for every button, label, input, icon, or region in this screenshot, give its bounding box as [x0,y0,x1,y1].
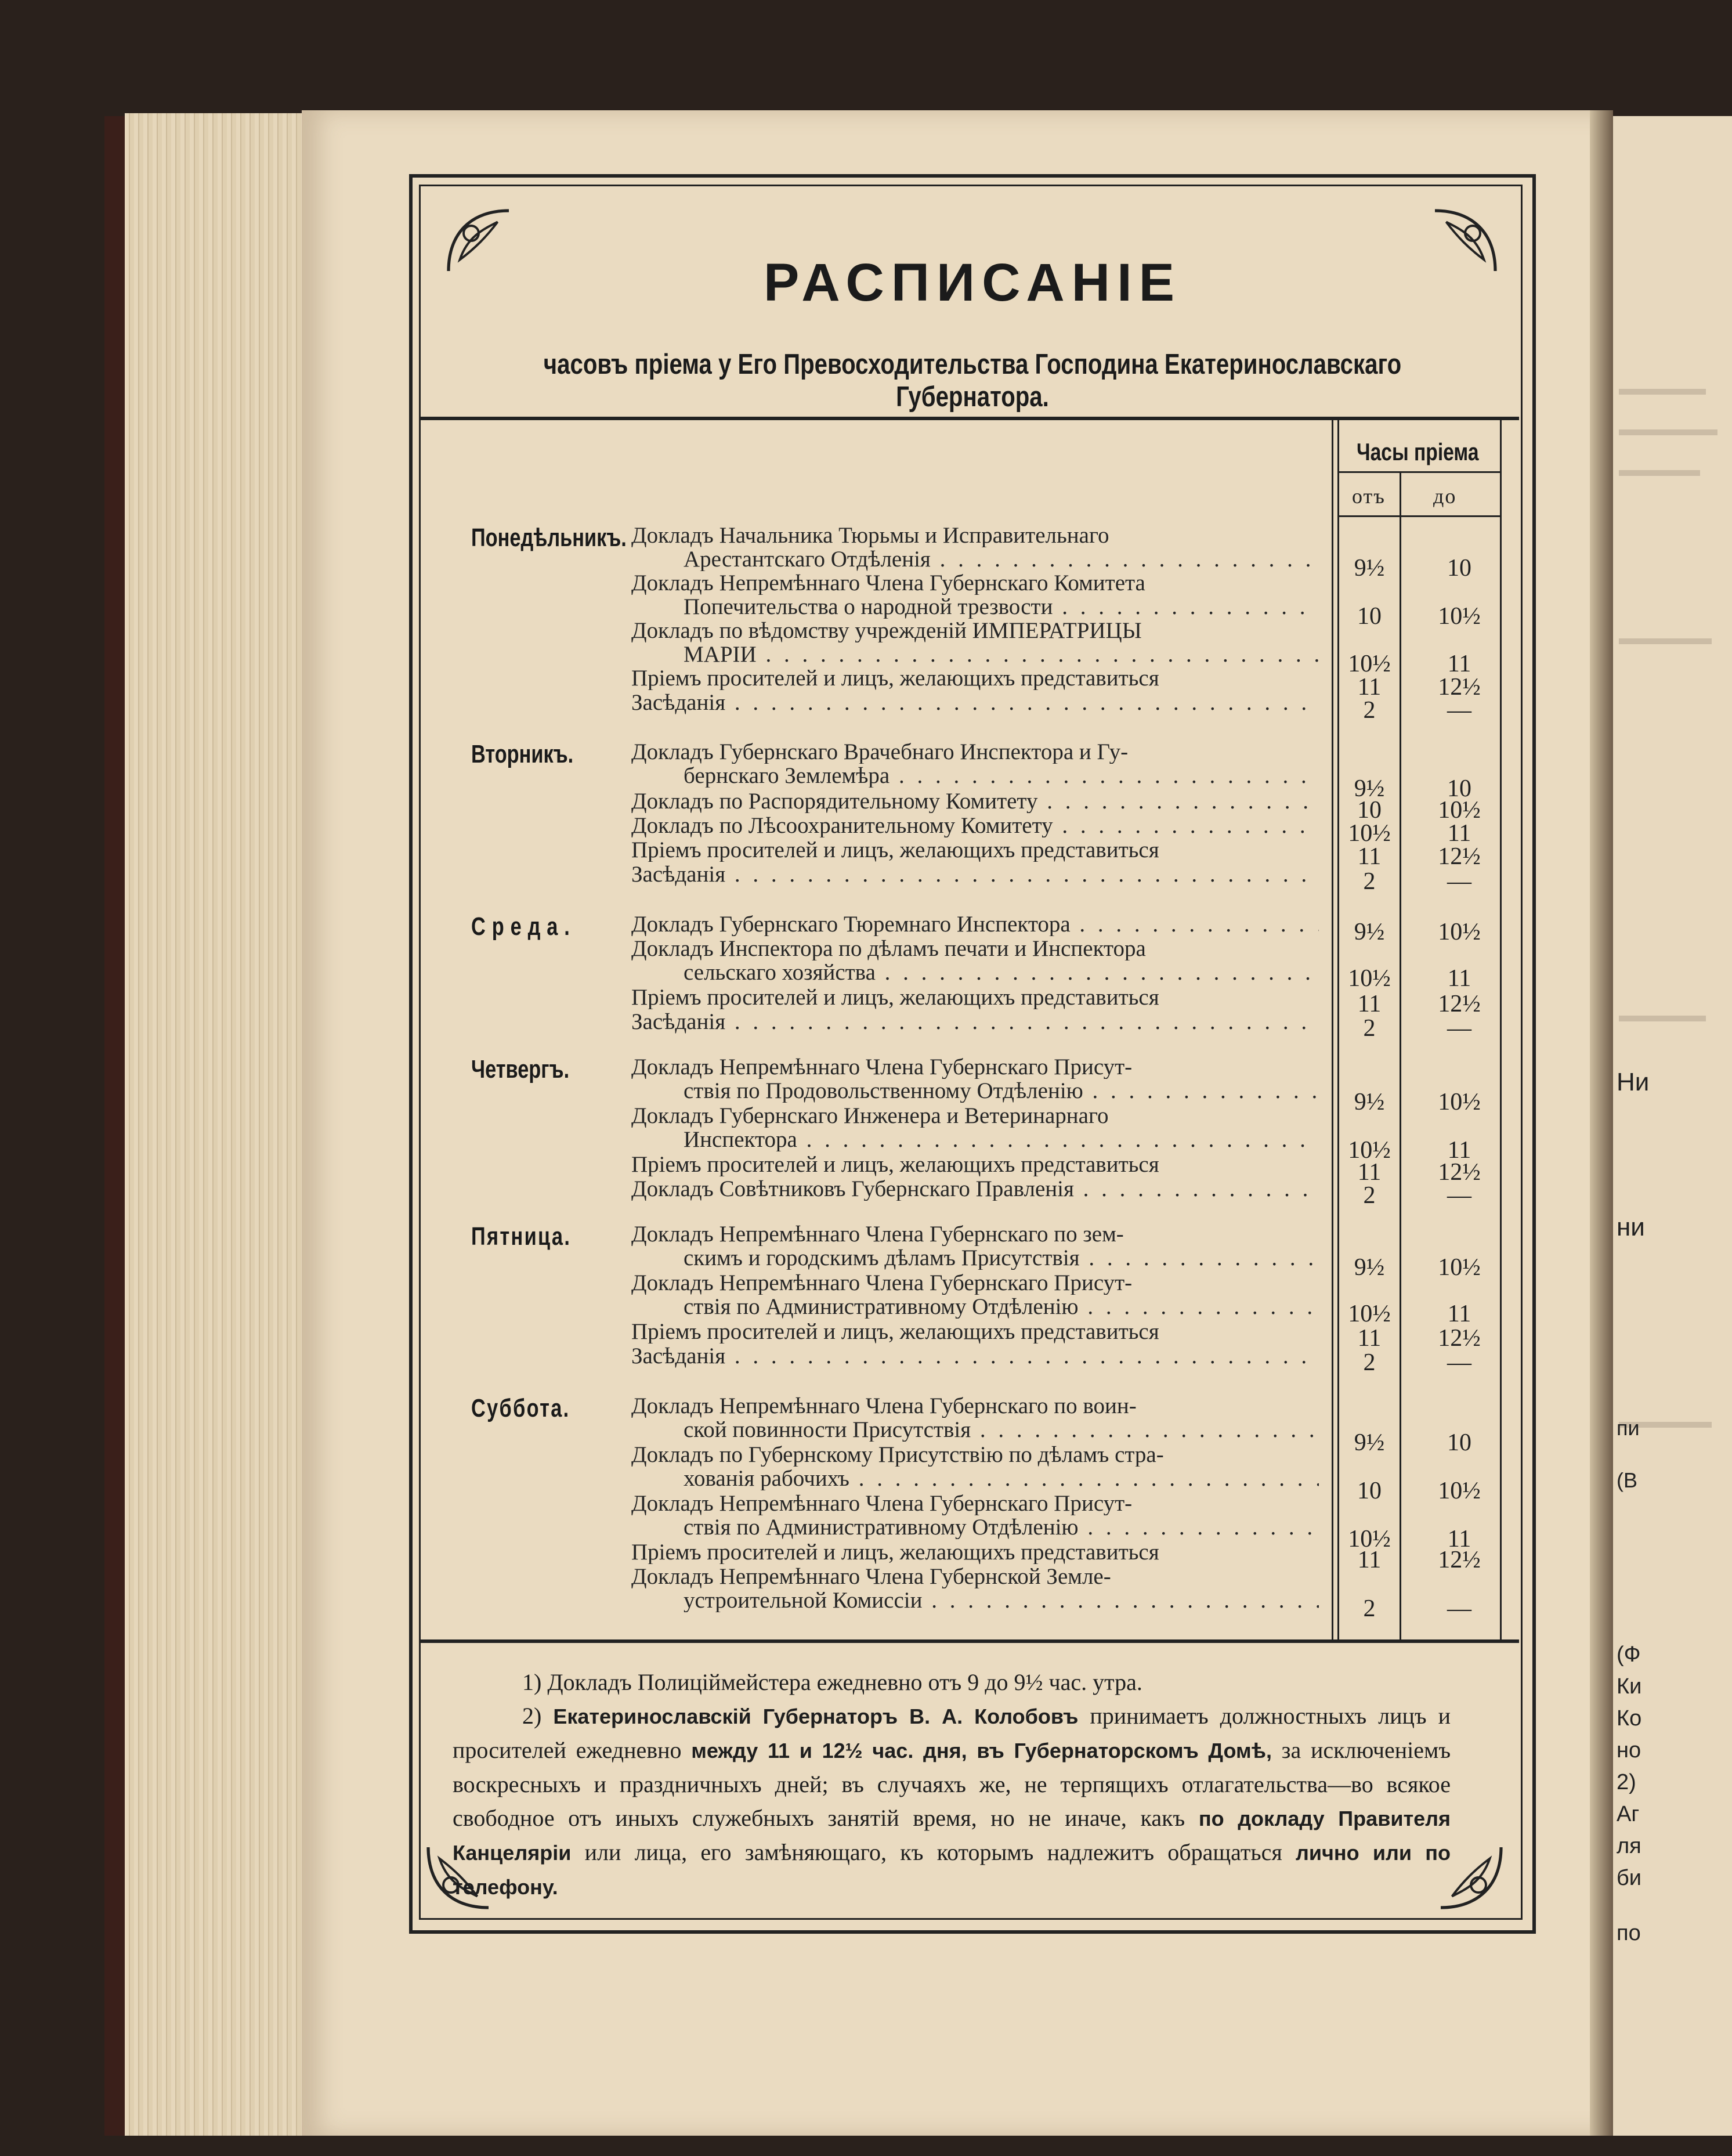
hour-to: 10½ [1438,1254,1481,1281]
table-divider [1337,471,1500,473]
page-edges [125,113,322,2136]
hour-from: 9½ [1354,1254,1385,1281]
hour-from: 2 [1363,1595,1376,1622]
entry-text-cont: хованія рабочихъ . . . [631,1467,1319,1490]
hour-from: 11 [1357,1547,1382,1573]
right-page-line: по [1617,1921,1641,1945]
schedule-entry [631,937,1319,984]
to-header: до [1433,485,1457,508]
schedule-entry [631,691,1319,714]
hour-to: 10 [1447,775,1471,802]
hour-from: 10½ [1348,1301,1391,1327]
hour-to: 12½ [1438,1547,1481,1573]
hour-from: 10½ [1348,1526,1391,1552]
entry-text: Докладъ Непремѣннаго Члена Губернскаго Присут- [631,1491,1133,1515]
entry-text: Докладъ по Лѣсоохранительному Комитету . . . [631,814,1319,837]
hour-from: 9½ [1354,1429,1385,1456]
hour-to: 11 [1447,1301,1471,1327]
right-page-line: ля [1617,1834,1641,1858]
schedule-entry [631,1394,1319,1442]
entry-text-cont: устроительной Комиссіи . . . [631,1588,1319,1612]
entry-text-cont: Инспектора . . . [631,1128,1319,1151]
faint-text [1619,470,1700,476]
hour-to: — [1447,1349,1471,1376]
entry-text: Докладъ по вѣдомству учрежденій ИМПЕРАТРИЦЫ [631,619,1142,642]
entry-text-cont: Попечительства о народной трезвости . . . [631,595,1319,619]
fn2-text: принимаетъ должностныхъ лицъ и просителей ежедневно [453,1703,1451,1763]
faint-text [1619,389,1706,395]
hour-from: 10½ [1348,1137,1391,1164]
hour-from: 10 [1357,603,1382,630]
book-gutter [1590,110,1613,2136]
entry-text: Докладъ Непремѣннаго Члена Губернскаго Комитета [631,571,1145,595]
hour-from: 10½ [1348,965,1391,992]
day-label: Понедѣльникъ. [471,523,627,552]
hour-to: 10½ [1438,1478,1481,1504]
hour-from: 11 [1357,843,1382,870]
entry-text: Пріемъ просителей и лицъ, желающихъ представиться [631,1153,1159,1176]
hour-to: 12½ [1438,1159,1481,1186]
hour-from: 10 [1357,1478,1382,1504]
page-subtitle: часовъ пріема у Его Превосходительства Господина Екатеринославскаго Губернатора. [543,349,1402,413]
schedule-entry [631,619,1319,666]
schedule-entry [631,789,1319,813]
hour-from: 11 [1357,991,1382,1017]
entry-text-cont: ствія по Административному Отдѣленію . . . [631,1515,1319,1539]
hour-from: 10 [1357,797,1382,824]
schedule-entry [631,1104,1319,1151]
right-page-line: би [1617,1866,1641,1890]
hour-from: 11 [1357,1325,1382,1352]
entry-text: Докладъ по Губернскому Присутствію по дѣламъ стра- [631,1443,1164,1467]
footnote-2 [453,1699,1451,1904]
day-label: Четвергъ. [471,1055,570,1084]
entry-text: Пріемъ просителей и лицъ, желающихъ представиться [631,985,1159,1009]
right-page-line: Ни [1617,1068,1650,1096]
faint-text [1619,638,1712,644]
hour-from: 2 [1363,1182,1376,1209]
day-label: Среда. [471,912,576,941]
right-page-line: пи [1617,1416,1640,1440]
header-divider [419,417,1519,420]
hour-to: 11 [1447,965,1471,992]
entry-text-cont: ствія по Административному Отдѣленію . . . [631,1295,1319,1319]
hour-to: 10 [1447,1429,1471,1456]
hour-from: 10½ [1348,820,1391,847]
day-label: Суббота. [471,1394,570,1422]
hour-to: — [1447,1182,1471,1209]
fn2-text: за исключеніемъ воскресныхъ и праздничныхъ дней; въ случаяхъ же, не терпящихъ отлагательства—во всякое свободное отъ иныхъ служебныхъ занятій время, но не иначе, какъ [453,1737,1451,1831]
entry-text: Докладъ Совѣтниковъ Губернскаго Правленія . . . [631,1177,1319,1201]
entry-text-cont: МАРІИ . . . [631,642,1319,666]
table-divider [1332,419,1333,1639]
schedule-entry [631,1153,1319,1176]
entry-text-cont: скимъ и городскимъ дѣламъ Присутствія . . . [631,1246,1319,1270]
right-page-line: Аг [1617,1802,1640,1826]
entry-text: Пріемъ просителей и лицъ, желающихъ представиться [631,1320,1159,1344]
schedule-entry [631,1540,1319,1564]
hour-to: — [1447,1595,1471,1622]
right-page-line: (Ф [1617,1642,1641,1667]
hour-from: 2 [1363,697,1376,724]
right-page-line: но [1617,1738,1641,1763]
hour-from: 2 [1363,1349,1376,1376]
day-label: Вторникъ. [471,740,574,768]
entry-text: Докладъ Непремѣннаго Члена Губернскаго Присут- [631,1271,1133,1295]
hour-to: — [1447,697,1471,724]
hour-to: 10½ [1438,603,1481,630]
faint-text [1619,429,1717,435]
entry-text: Засѣданія . . . [631,1344,1319,1368]
fn2-governor: Екатеринославскій Губернаторъ В. А. Колобовъ [553,1704,1079,1728]
entry-text: Засѣданія . . . [631,1010,1319,1034]
entry-text: Докладъ Губернскаго Инженера и Ветеринарнаго [631,1104,1109,1128]
schedule-entry [631,1491,1319,1539]
entry-text-cont: ствія по Продовольственному Отдѣленію . . . [631,1079,1319,1103]
entry-text: Засѣданія . . . [631,862,1319,886]
entry-text-cont: Арестантскаго Отдѣленія . . . [631,547,1319,571]
schedule-entry [631,1320,1319,1344]
from-header: отъ [1352,485,1386,508]
schedule-entry [631,838,1319,862]
hour-to: 10½ [1438,1089,1481,1115]
hour-to: 10 [1447,555,1471,582]
hour-from: 11 [1357,674,1382,700]
right-page-line: 2) [1617,1770,1636,1794]
fn2-phone: лично или по телефону. [453,1841,1451,1899]
entry-text: Докладъ Начальника Тюрьмы и Исправительнаго [631,523,1109,547]
schedule-entry [631,523,1319,571]
hour-to: 11 [1447,820,1471,847]
entry-text-cont: ской повинности Присутствія . . . [631,1418,1319,1442]
table-divider [1400,473,1401,1639]
footnotes [453,1666,1451,1904]
entry-text: Докладъ Непремѣннаго Члена Губернскаго по воин- [631,1394,1137,1418]
right-page-fragment [1613,116,1732,2136]
book-spine [104,116,128,2136]
schedule-entry [631,1010,1319,1034]
footer-divider [419,1639,1519,1643]
hour-to: 11 [1447,1526,1471,1552]
hour-from: 10½ [1348,651,1391,677]
fn2-report: по докладу Правителя Канцеляріи [453,1807,1451,1865]
hour-to: 10½ [1438,797,1481,824]
schedule-entry [631,1271,1319,1319]
schedule-entry [631,1344,1319,1368]
hour-to: 11 [1447,1137,1471,1164]
schedule-entry [631,571,1319,619]
hour-from: 9½ [1354,1089,1385,1115]
entry-text: Докладъ Губернскаго Врачебнаго Инспектора и Гу- [631,740,1129,764]
hour-to: 12½ [1438,674,1481,700]
hour-to: 12½ [1438,1325,1481,1352]
entry-text: Докладъ Непремѣннаго Члена Губернской Земле- [631,1565,1111,1588]
entry-text: Засѣданія . . . [631,691,1319,714]
entry-text: Пріемъ просителей и лицъ, желающихъ представиться [631,666,1159,690]
entry-text: Докладъ Непремѣннаго Члена Губернскаго по зем- [631,1222,1124,1246]
entry-text: Докладъ Губернскаго Тюремнаго Инспектора . . . [631,912,1319,936]
right-page-line: (В [1617,1468,1637,1492]
hour-to: 10½ [1438,919,1481,945]
hours-header: Часы пріема [1357,438,1479,465]
hour-from: 2 [1363,1015,1376,1042]
right-page-line: Ки [1617,1674,1642,1699]
hour-to: 12½ [1438,991,1481,1017]
schedule-entry [631,740,1319,788]
hour-to: 11 [1447,651,1471,677]
schedule-entry [631,912,1319,936]
schedule-entry [631,666,1319,690]
entry-text-cont: сельскаго хозяйства . . . [631,960,1319,984]
entry-text: Докладъ по Распорядительному Комитету . . . [631,789,1319,813]
right-page-line: Ко [1617,1706,1642,1731]
hour-from: 9½ [1354,919,1385,945]
fn2-text: или лица, его замѣняющаго, къ которымъ надлежитъ обращаться [571,1839,1296,1865]
entry-text: Пріемъ просителей и лицъ, желающихъ представиться [631,838,1159,862]
entry-text: Пріемъ просителей и лицъ, желающихъ представиться [631,1540,1159,1564]
entry-text-cont: бернскаго Землемѣра . . . [631,764,1319,788]
table-divider [1500,419,1502,1639]
hour-to: 12½ [1438,843,1481,870]
schedule-entry [631,814,1319,837]
hour-from: 11 [1357,1159,1382,1186]
right-page-line: ни [1617,1213,1645,1241]
entry-text: Докладъ Непремѣннаго Члена Губернскаго Присут- [631,1055,1133,1079]
schedule-entry [631,1443,1319,1490]
table-divider [1337,515,1500,517]
schedule-entry [631,1565,1319,1612]
hour-from: 9½ [1354,775,1385,802]
footnote-1: 1) Докладъ Полиціймейстера ежедневно отъ 9 до 9½ час. утра. [522,1669,1142,1695]
fn2-number: 2) [522,1703,554,1729]
entry-text: Докладъ Инспектора по дѣламъ печати и Инспектора [631,937,1146,960]
schedule-entry [631,1222,1319,1270]
page-title: РАСПИСАНІЕ [763,253,1182,312]
day-label: Пятница. [471,1222,572,1251]
schedule-entry [631,1055,1319,1103]
hour-to: — [1447,1015,1471,1042]
hour-from: 9½ [1354,555,1385,582]
hour-from: 2 [1363,868,1376,895]
schedule-entry [631,1177,1319,1201]
fn2-hours: между 11 и 12½ час. дня, въ Губернаторскомъ Домѣ, [691,1739,1272,1763]
hour-to: — [1447,868,1471,895]
schedule-entry [631,862,1319,886]
faint-text [1619,1016,1706,1021]
schedule-entry [631,985,1319,1009]
